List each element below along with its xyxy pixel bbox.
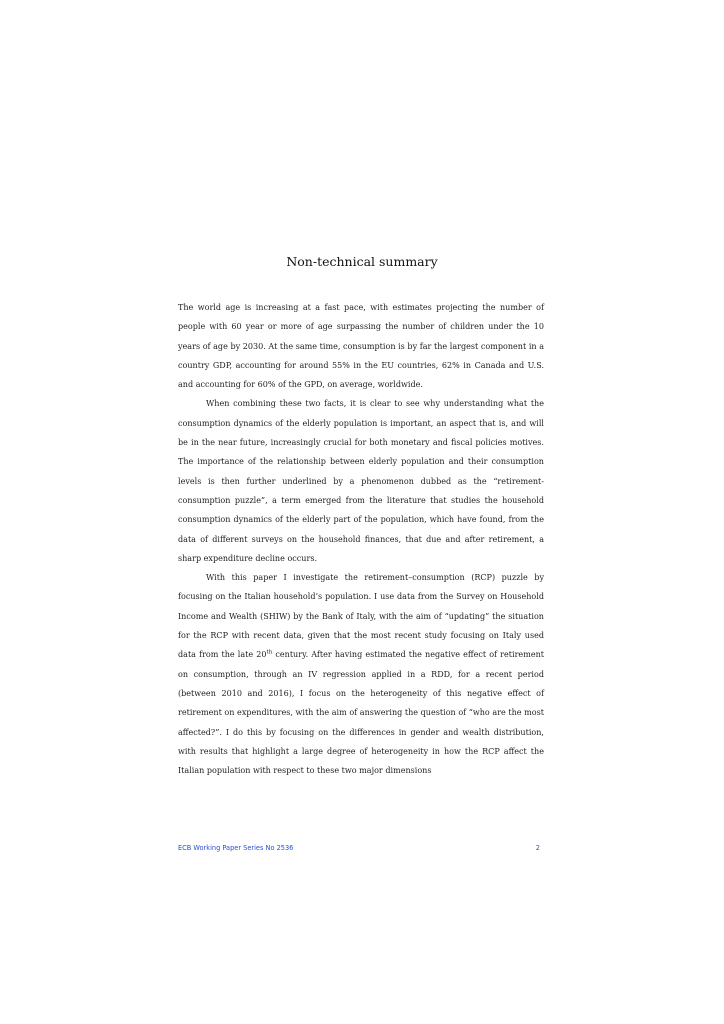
paragraph-3 <box>178 568 544 780</box>
page-title: Non-technical summary <box>286 254 438 269</box>
footer-series-link[interactable]: ECB Working Paper Series No 2536 <box>178 844 294 852</box>
paragraph-2: When combining these two facts, it is clear to see why understanding what the consumption dynamics of the elderly population is important, an aspect that is, and will be in the near future, increasingly crucial for both monetary and fiscal policies motives. The importance of the relationship between elderly population and their consumption levels is then further underlined by a phenomenon dubbed as the “retirement-consumption puzzle”, a term emerged from the literature that studies the household consumption dynamics of the elderly part of the population, which have found, from the data of different surveys on the household finances, that due and after retirement, a sharp expenditure decline occurs. <box>178 399 544 563</box>
paragraph-3-part-2: century. After having estimated the negative effect of retirement on consumption, through an IV regression applied in a RDD, for a recent period (between 2010 and 2016), I focus on the heterogeneity of this negative effect of retirement on expenditures, with the aim of answering the question of “who are the most affected?”. I do this by focusing on the differences in gender and wealth distribution, with results that highlight a large degree of heterogeneity in how the RCP affect the Italian population with respect to these two major dimensions <box>178 650 545 776</box>
superscript-th: th <box>266 649 273 656</box>
paragraph-1: The world age is increasing at a fast pace, with estimates projecting the number of people with 60 year or more of age surpassing the number of children under the 10 years of age by 2030. At the same time, consumption is by far the largest component in a country GDP, accounting for around 55% in the EU countries, 62% in Canada and U.S. and accounting for 60% of the GPD, on average, worldwide. <box>178 303 544 390</box>
footer-page-number: 2 <box>535 844 540 852</box>
paragraph-3-part-1: With this paper I investigate the retirement–consumption (RCP) puzzle by focusing on the Italian household’s population. I use data from the Survey on Household Income and Wealth (SHIW) by the Bank of Italy, with the aim of “updating” the situation for the RCP with recent data, given that the most recent study focusing on Italy used data from the late 20 <box>178 573 544 660</box>
summary-body <box>178 298 544 780</box>
